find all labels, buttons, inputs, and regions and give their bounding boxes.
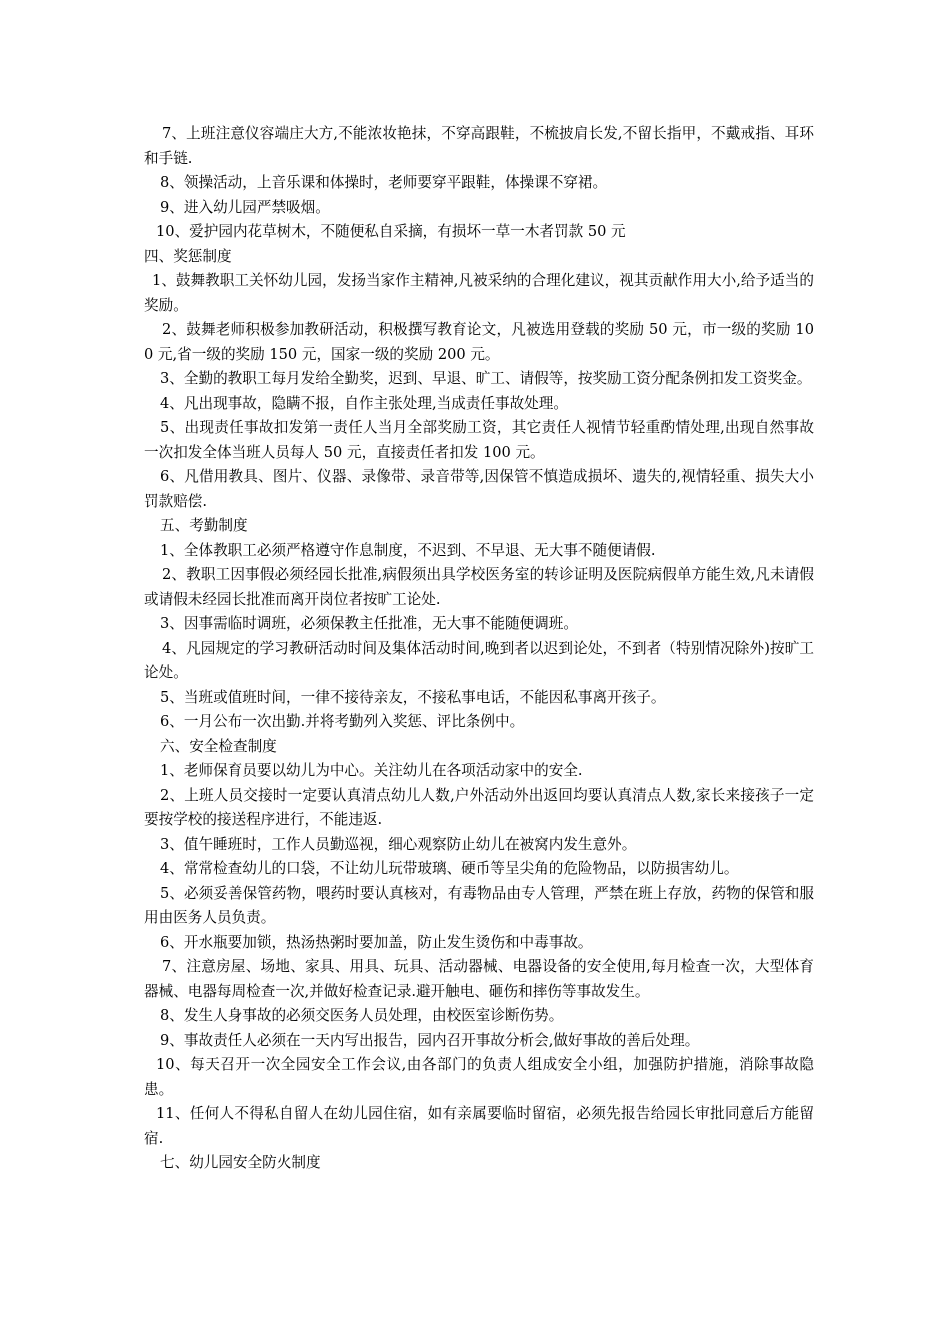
paragraph-rule-9: 9、进入幼儿园严禁吸烟。 [160,198,330,216]
paragraph-attendance-4: 4、凡园规定的学习教研活动时间及集体活动时间,晚到者以迟到论处，不到者（特别情况除外)按旷工论处。 [144,639,814,681]
paragraph-safety-11: 11、任何人不得私自留人在幼儿园住宿，如有亲属要临时留宿，必须先报告给园长审批同意后方能留宿. [144,1105,814,1147]
paragraph-safety-2: 2、上班人员交接时一定要认真清点幼儿人数,户外活动外出返回均要认真清点人数,家长来接孩子一定要按学校的接送程序进行，不能违返. [144,786,814,828]
paragraph-safety-1: 1、老师保育员要以幼儿为中心。关注幼儿在各项活动家中的安全. [160,762,583,779]
paragraph-safety-9: 9、事故责任人必须在一天内写出报告，园内召开事故分析会,做好事故的善后处理。 [160,1031,700,1049]
section-heading-attendance: 五、考勤制度 [160,517,248,534]
section-heading-fire-safety: 七、幼儿园安全防火制度 [160,1154,321,1171]
paragraph-safety-10: 10、每天召开一次全园安全工作会议,由各部门的负责人组成安全小组，加强防护措施，消除事故隐患。 [144,1056,814,1098]
paragraph-attendance-5: 5、当班或值班时间，一律不接待亲友，不接私事电话，不能因私事离开孩子。 [160,688,666,706]
document-page [144,122,814,1176]
paragraph-rewards-3: 3、全勤的教职工每月发给全勤奖，迟到、早退、旷工、请假等，按奖励工资分配条例扣发工资奖金。 [160,370,812,387]
paragraph-rewards-6: 6、凡借用教具、图片、仪器、录像带、录音带等,因保管不慎造成损坏、遗失的,视情轻重、损失大小罚款赔偿. [144,468,814,510]
paragraph-rewards-4: 4、凡出现事故，隐瞒不报，自作主张处理,当成责任事故处理。 [160,394,568,412]
paragraph-attendance-2: 2、教职工因事假必须经园长批准,病假须出具学校医务室的转诊证明及医院病假单方能生效,凡未请假或请假未经园长批准而离开岗位者按旷工论处. [144,566,814,608]
paragraph-rule-8: 8、领操活动，上音乐课和体操时，老师要穿平跟鞋，体操课不穿裙。 [160,174,608,191]
paragraph-safety-6: 6、开水瓶要加锁，热汤热粥时要加盖，防止发生烫伤和中毒事故。 [160,933,593,951]
paragraph-rule-7: 7、上班注意仪容端庄大方,不能浓妆艳抹，不穿高跟鞋，不梳披肩长发,不留长指甲，不戴戒指、耳环和手链. [144,125,814,167]
section-heading-safety: 六、安全检查制度 [160,737,277,755]
paragraph-safety-4: 4、常常检查幼儿的口袋，不让幼儿玩带玻璃、硬币等呈尖角的危险物品，以防损害幼儿。 [160,860,739,877]
paragraph-safety-7: 7、注意房屋、场地、家具、用具、玩具、活动器械、电器设备的安全使用,每月检查一次，大型体育器械、电器每周检查一次,并做好检查记录.避开触电、砸伤和摔伤等事故发生。 [144,958,814,1000]
section-heading-rewards: 四、奖惩制度 [144,247,232,265]
paragraph-rewards-5: 5、出现责任事故扣发第一责任人当月全部奖励工资，其它责任人视情节轻重酌情处理,出现自然事故一次扣发全体当班人员每人 50 元，直接责任者扣发 100 元。 [144,419,814,461]
paragraph-rewards-1: 1、鼓舞教职工关怀幼儿园，发扬当家作主精神,凡被采纳的合理化建议，视其贡献作用大小,给予适当的奖励。 [144,272,814,314]
paragraph-attendance-6: 6、一月公布一次出勤.并将考勤列入奖惩、评比条例中。 [160,713,525,730]
paragraph-rewards-2: 2、鼓舞老师积极参加教研活动，积极撰写教育论文，凡被选用登载的奖励 50 元，市一级的奖励 100 元,省一级的奖励 150 元，国家一级的奖励 200 元。 [144,321,814,363]
paragraph-rule-10: 10、爱护园内花草树木，不随便私自采摘，有损坏一草一木者罚款 50 元 [156,223,626,240]
paragraph-safety-8: 8、发生人身事故的必须交医务人员处理，由校医室诊断伤势。 [160,1007,564,1024]
paragraph-safety-3: 3、值午睡班时，工作人员勤巡视，细心观察防止幼儿在被窝内发生意外。 [160,835,637,853]
paragraph-attendance-1: 1、全体教职工必须严格遵守作息制度，不迟到、不早退、无大事不随便请假. [160,541,656,559]
paragraph-attendance-3: 3、因事需临时调班，必须保教主任批准，无大事不能随便调班。 [160,615,578,632]
paragraph-safety-5: 5、必须妥善保管药物，喂药时要认真核对，有毒物品由专人管理，严禁在班上存放，药物的保管和服用由医务人员负责。 [144,884,814,926]
